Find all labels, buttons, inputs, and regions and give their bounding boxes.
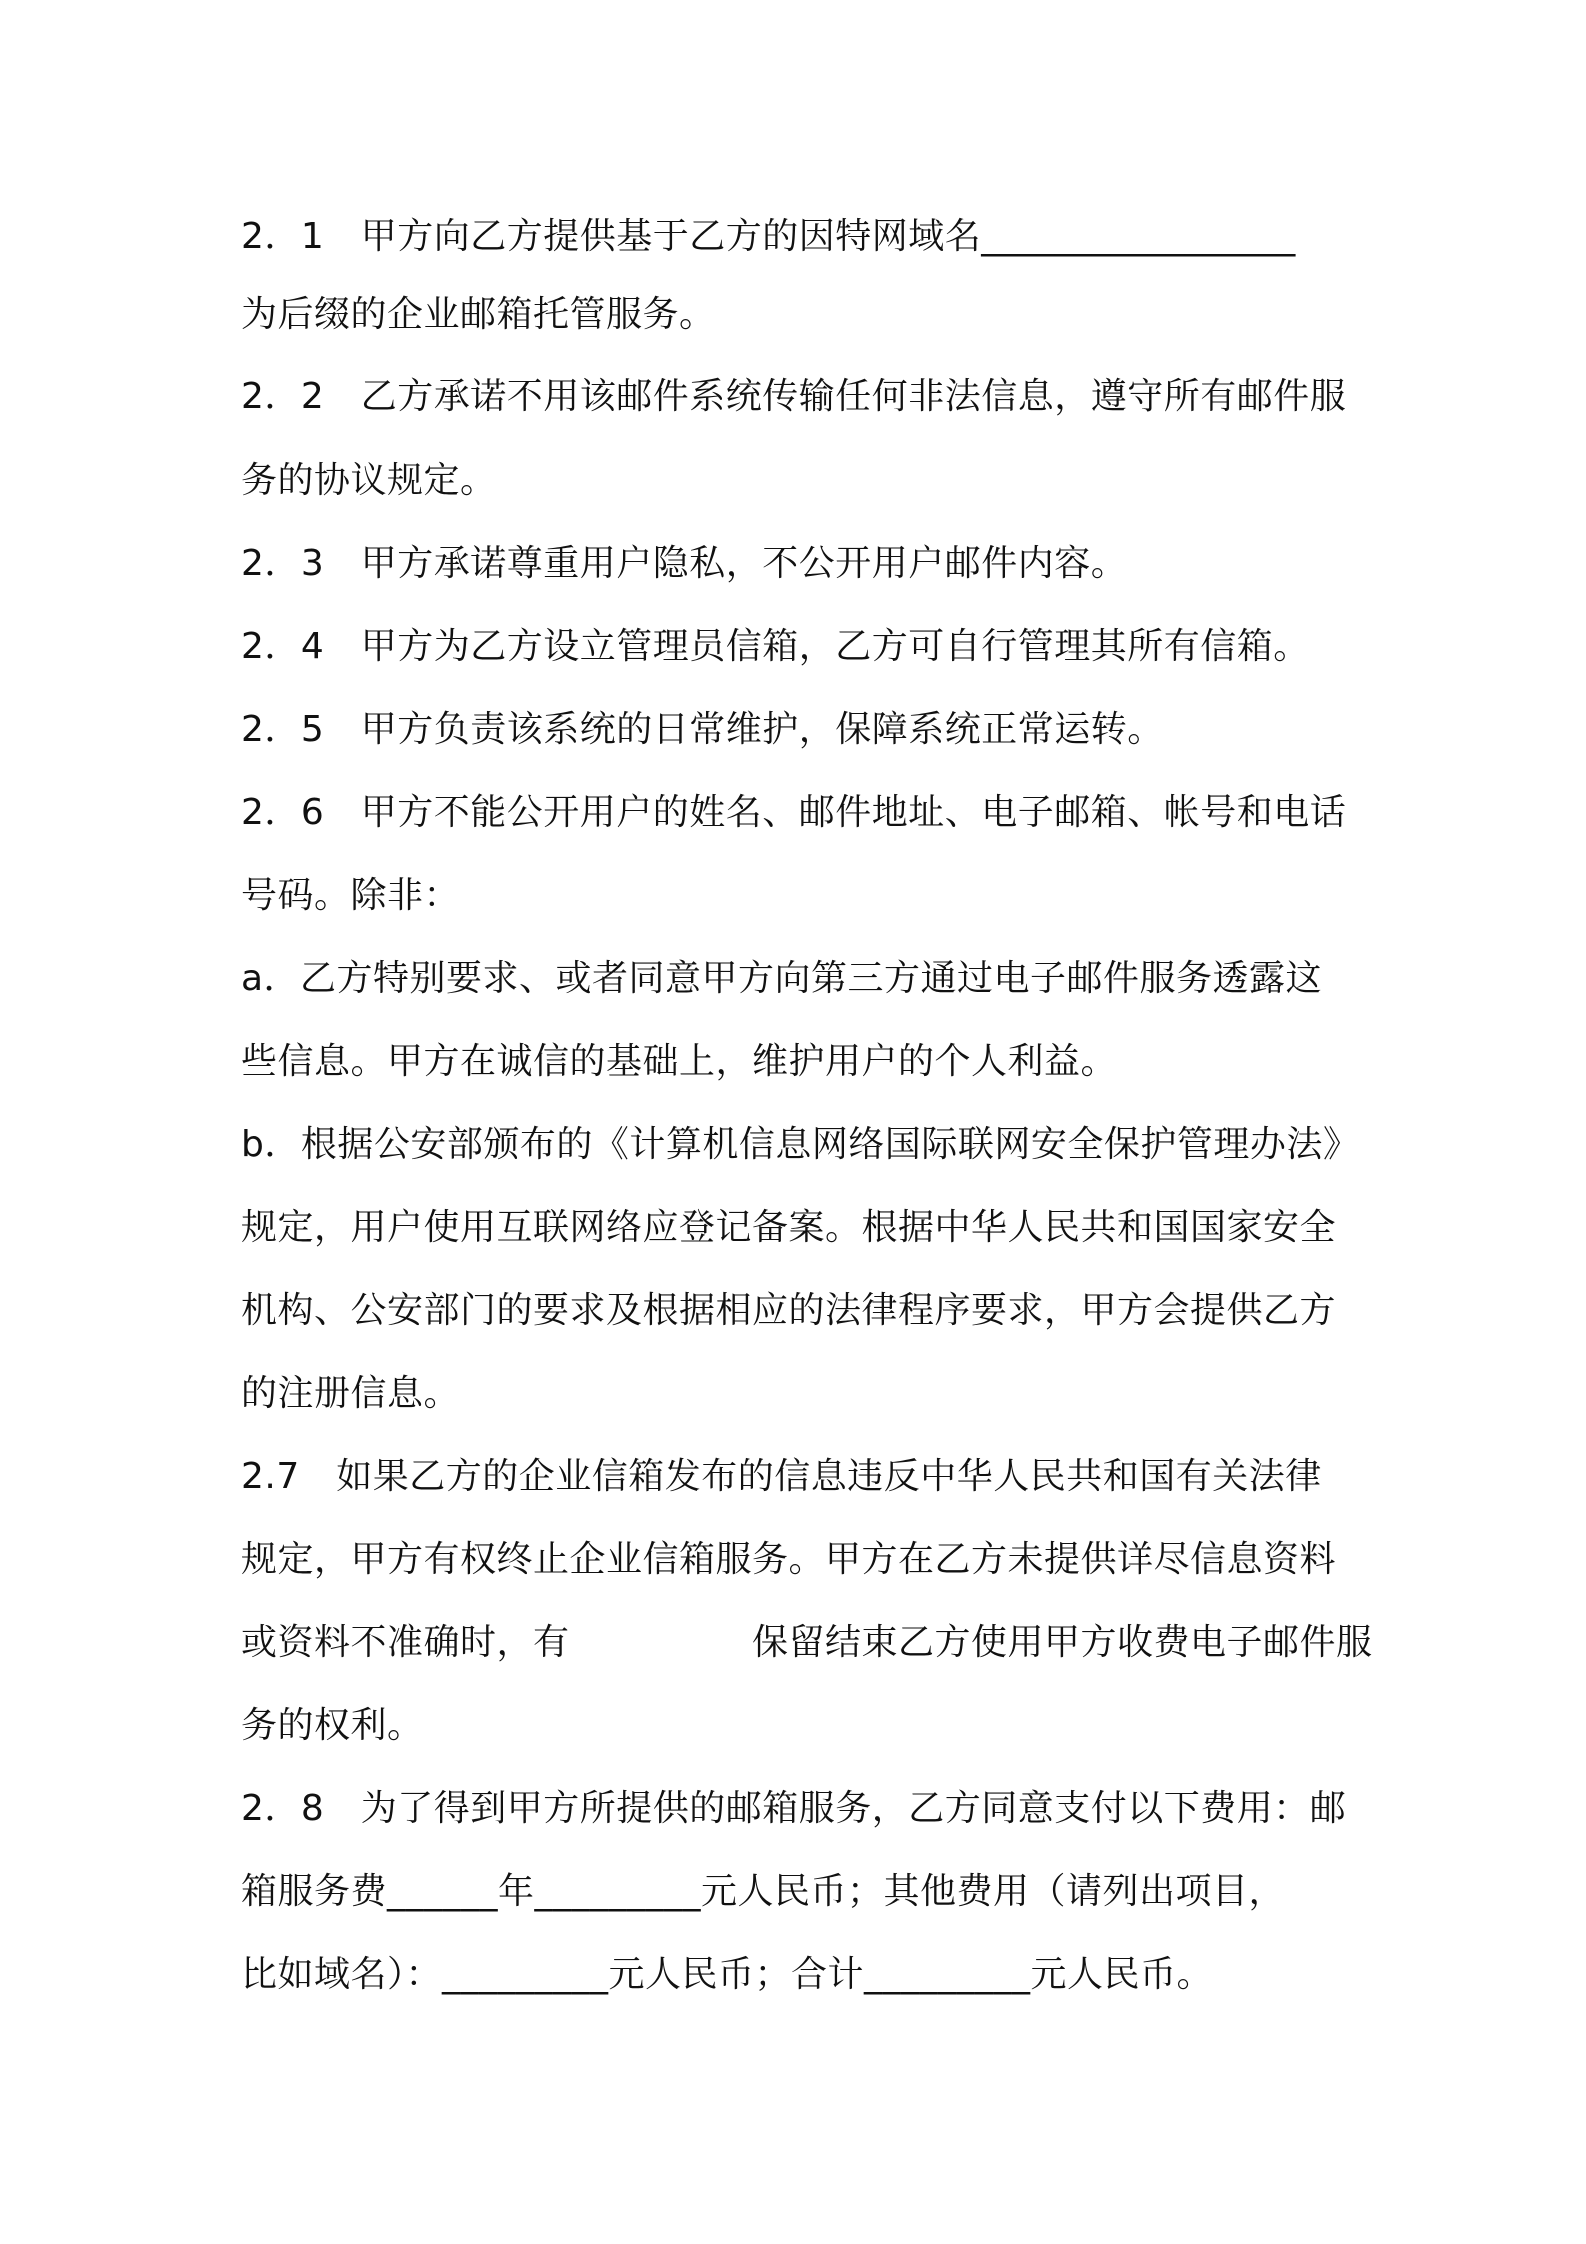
clause-2-2-line-1: 2．2 乙方承诺不用该邮件系统传输任何非法信息，遵守所有邮件服 xyxy=(241,376,1347,417)
clause-2-5: 2．5 甲方负责该系统的日常维护，保障系统正常运转。 xyxy=(241,709,1164,750)
clause-2-3: 2．3 甲方承诺尊重用户隐私，不公开用户邮件内容。 xyxy=(241,543,1128,584)
clause-a-line-2: 些信息。甲方在诚信的基础上，维护用户的个人利益。 xyxy=(241,1041,1118,1082)
clause-2-7-line-4: 务的权利。 xyxy=(241,1705,424,1746)
clause-2-7-line-1: 2.7 如果乙方的企业信箱发布的信息违反中华人民共和国有关法律 xyxy=(241,1456,1322,1497)
clause-b-line-2: 规定，用户使用互联网络应登记备案。根据中华人民共和国国家安全 xyxy=(241,1207,1337,1248)
clause-b-line-1: b．根据公安部颁布的《计算机信息网络国际联网安全保护管理办法》 xyxy=(241,1124,1360,1165)
clause-2-7-line-3: 或资料不准确时，有 保留结束乙方使用甲方收费电子邮件服 xyxy=(241,1622,1373,1663)
clause-2-8-line-2: 箱服务费______年_________元人民币；其他费用（请列出项目， xyxy=(241,1871,1286,1912)
clause-2-7-line-2: 规定，甲方有权终止企业信箱服务。甲方在乙方未提供详尽信息资料 xyxy=(241,1539,1337,1580)
clause-b-line-4: 的注册信息。 xyxy=(241,1373,461,1414)
clause-2-6-line-2: 号码。除非： xyxy=(241,875,461,916)
clause-2-1-line-2: 为后缀的企业邮箱托管服务。 xyxy=(241,294,716,335)
clause-2-6-line-1: 2．6 甲方不能公开用户的姓名、邮件地址、电子邮箱、帐号和电话 xyxy=(241,792,1347,833)
clause-2-4: 2．4 甲方为乙方设立管理员信箱，乙方可自行管理其所有信箱。 xyxy=(241,626,1310,667)
clause-b-line-3: 机构、公安部门的要求及根据相应的法律程序要求，甲方会提供乙方 xyxy=(241,1290,1337,1331)
clause-2-2-line-2: 务的协议规定。 xyxy=(241,460,497,501)
clause-2-8-line-1: 2．8 为了得到甲方所提供的邮箱服务，乙方同意支付以下费用：邮 xyxy=(241,1788,1347,1829)
clause-a-line-1: a．乙方特别要求、或者同意甲方向第三方通过电子邮件服务透露这 xyxy=(241,958,1323,999)
clause-2-8-line-3: 比如域名）：_________元人民币；合计_________元人民币。 xyxy=(241,1954,1214,1995)
clause-2-1-line-1: 2．1 甲方向乙方提供基于乙方的因特网域名_________________ xyxy=(241,216,1296,257)
